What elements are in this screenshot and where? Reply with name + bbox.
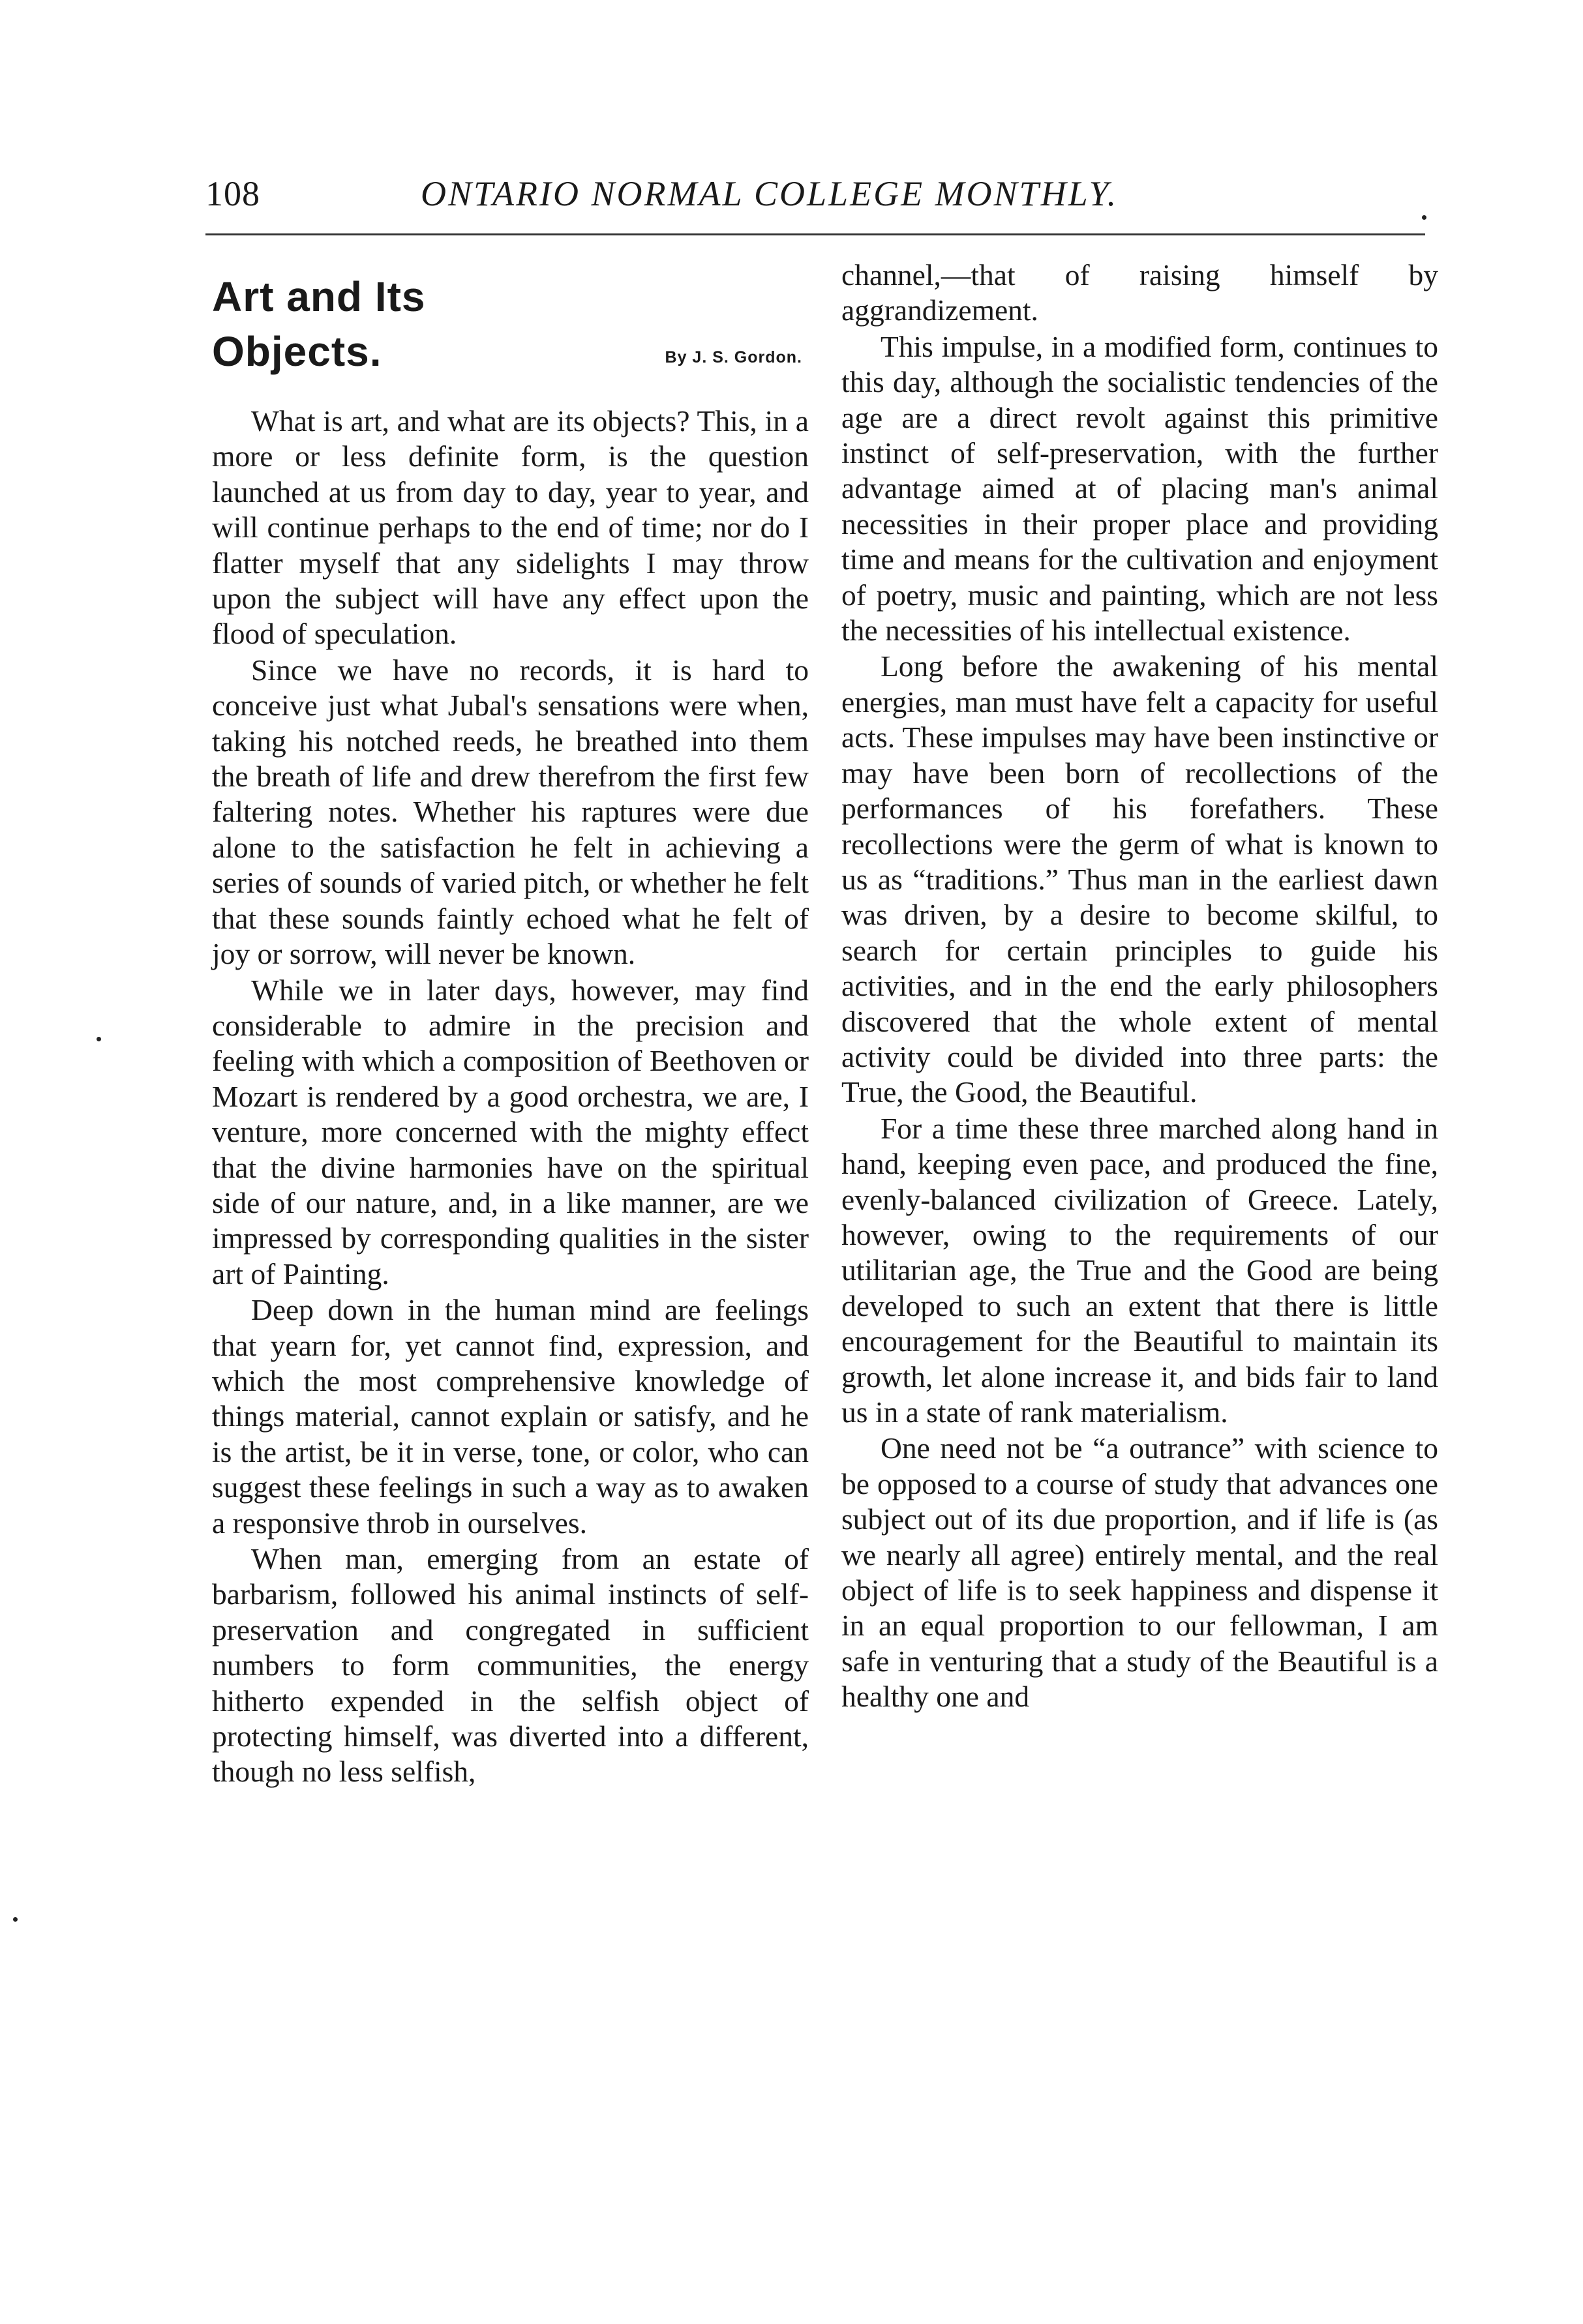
paragraph: This impulse, in a modified form, continues to this day, although the socialistic tendencies of the age are a direct revolt against this primitive instinct of self-preservation, with the further advantage aimed at of placing man's animal necessities in their proper place and providing time and means for the cultivation and enjoyment of poetry, music and painting, which are not less the necessities of his intellectual existence.	[841, 329, 1438, 648]
article-title-line-1: Art and Its	[212, 273, 426, 320]
running-title: ONTARIO NORMAL COLLEGE MONTHLY.	[421, 174, 1119, 213]
header-rule	[205, 233, 1425, 235]
paragraph: While we in later days, however, may find considerable to admire in the precision and feeling with which a composition of Beethoven or Mozart is rendered by a good orchestra, we are, I venture, more concerned with the mighty effect that the divine harmonies have on the spiritual side of our nature, and, in a like manner, are we impressed by corresponding qualities in the sister art of Painting.	[212, 973, 809, 1290]
paragraph-continued: channel,—that of raising himself by aggrandizement.	[841, 258, 1438, 327]
paragraph: Long before the awakening of his mental energies, man must have felt a capacity for useful acts. These impulses may have been instinctive or may have been born of recollections of the performances of his forefathers. These recollections were the germ of what is known to us as “traditions.” Thus man in the earliest dawn was driven, by a desire to become skilful, to search for certain principles to guide his activities, and in the end the early philosophers discovered that the whole extent of mental activity could be divided into three parts: the True, the Good, the Beautiful.	[841, 649, 1438, 1109]
margin-mark	[97, 1037, 101, 1041]
paragraph: Deep down in the human mind are feelings that yearn for, yet cannot find, expression, and which the most comprehensive knowledge of things material, cannot explain or satisfy, and he is the artist, be it in verse, tone, or color, who can suggest these feelings in such a way as to awaken a responsive throb in ourselves.	[212, 1293, 809, 1540]
article-title-line-2: Objects.	[212, 328, 382, 375]
running-header	[205, 170, 1425, 222]
paragraph: When man, emerging from an estate of barbarism, followed his animal instincts of self-preservation and congregated in sufficient numbers to form communities, the energy hitherto expended in the selfish object of protecting himself, was diverted into a different, though no less selfish,	[212, 1542, 809, 1789]
right-column	[841, 258, 1438, 1716]
margin-mark	[1422, 215, 1426, 220]
paragraph: What is art, and what are its objects? This, in a more or less definite form, is the question launched at us from day to day, year to year, and will continue perhaps to the end of time; nor do I flatter myself that any sidelights I may throw upon the subject will have any effect upon the flood of speculation.	[212, 404, 809, 651]
article-title-block	[212, 269, 809, 404]
margin-mark	[13, 1917, 18, 1922]
paragraph: For a time these three marched along hand in hand, keeping even pace, and produced the fine, evenly-balanced civilization of Greece. Lately, however, owing to the requirements of our utilitarian age, the True and the Good are being developed to such an extent that there is little encouragement for the Beautiful to maintain its growth, let alone increase it, and bids fair to land us in a state of rank materialism.	[841, 1111, 1438, 1429]
left-column	[212, 258, 809, 1791]
paragraph: One need not be “a outrance” with science to be opposed to a course of study that advances one subject out of its due proportion, and if life is (as we nearly all agree) entirely mental, and the real object of life is to seek happiness and dispense it in an equal proportion to our fellowman, I am safe in venturing that a study of the Beautiful is a healthy one and	[841, 1431, 1438, 1714]
article-byline: By J. S. Gordon.	[665, 348, 802, 366]
paragraph: Since we have no records, it is hard to conceive just what Jubal's sensations were when, taking his notched reeds, he breathed into them the breath of life and drew therefrom the first few faltering notes. Whether his raptures were due alone to the satisfaction he felt in achieving a series of sounds of varied pitch, or whether he felt that these sounds faintly echoed what he felt of joy or sorrow, will never be known.	[212, 653, 809, 971]
page-number: 108	[205, 174, 260, 213]
